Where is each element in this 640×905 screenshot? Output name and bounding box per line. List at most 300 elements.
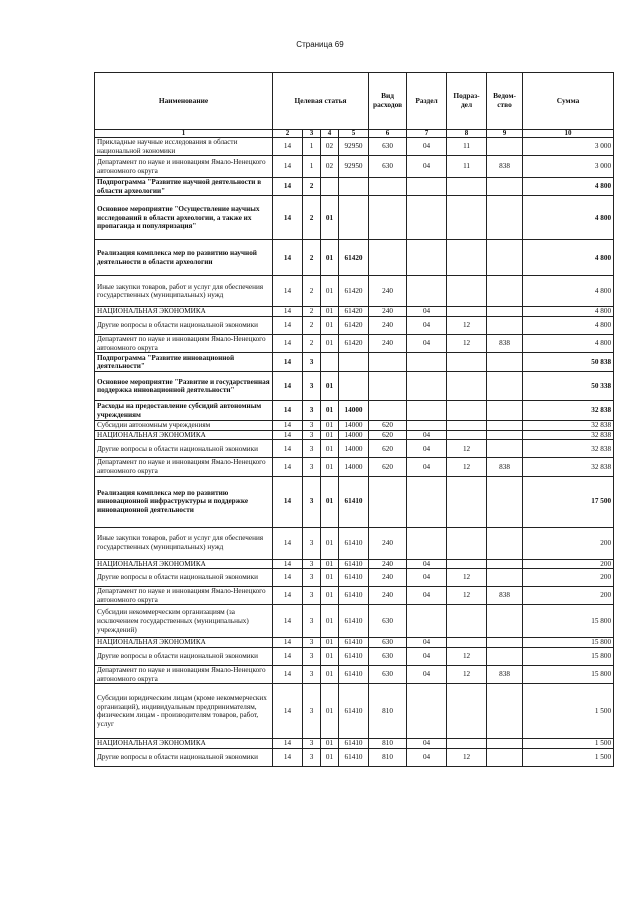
row-code-c7: 04 [407,638,447,648]
row-code-c2: 14 [273,401,303,421]
row-code-c8 [447,421,487,431]
row-code-c5: 61420 [339,334,369,352]
row-code-c6 [369,240,407,276]
row-code-c9: 838 [487,458,523,476]
row-code-c4: 01 [321,638,339,648]
row-code-c9 [487,569,523,587]
row-code-c8: 12 [447,587,487,605]
table-row [95,605,614,638]
row-code-c3: 3 [303,647,321,665]
row-code-c5: 61410 [339,476,369,527]
row-name: Департамент по науке и инновациям Ямало-Ненецкого автономного округа [95,665,273,683]
table-row [95,421,614,431]
row-code-c5: 61410 [339,647,369,665]
row-name: Другие вопросы в области национальной экономики [95,440,273,458]
row-code-c4: 01 [321,605,339,638]
row-code-c3: 3 [303,527,321,559]
row-code-c3: 3 [303,587,321,605]
row-code-c3: 3 [303,739,321,749]
row-code-c3: 2 [303,307,321,317]
row-code-c4: 01 [321,334,339,352]
table-row [95,353,614,372]
row-name: Субсидии юридическим лицам (кроме некоммерческих организаций), индивидуальным предпринимателям, физическим лицам - производителям товаров, работ, услуг [95,684,273,739]
header-row [95,73,614,130]
row-code-c2: 14 [273,307,303,317]
row-code-c2: 14 [273,316,303,334]
row-code-c5: 61420 [339,276,369,307]
row-code-c4: 01 [321,559,339,569]
row-code-c4: 01 [321,372,339,401]
row-code-c9: 838 [487,334,523,352]
col-num: 7 [407,130,447,138]
row-code-c8: 12 [447,647,487,665]
row-code-c4: 01 [321,647,339,665]
header-target: Целевая статья [273,73,369,130]
row-code-c9: 838 [487,587,523,605]
row-sum: 4 800 [523,334,614,352]
row-sum: 50 838 [523,353,614,372]
table-row [95,587,614,605]
row-code-c3: 2 [303,334,321,352]
row-sum: 17 500 [523,476,614,527]
row-code-c3: 3 [303,665,321,683]
row-code-c3: 3 [303,458,321,476]
row-code-c8 [447,527,487,559]
row-code-c2: 14 [273,559,303,569]
row-code-c4: 01 [321,684,339,739]
row-name: Иные закупки товаров, работ и услуг для обеспечения государственных (муниципальных) нужд [95,276,273,307]
col-num: 1 [95,130,273,138]
row-code-c3: 3 [303,372,321,401]
row-code-c9 [487,307,523,317]
row-code-c7: 04 [407,559,447,569]
row-code-c5: 61410 [339,748,369,766]
table-row [95,307,614,317]
row-name: Иные закупки товаров, работ и услуг для обеспечения государственных (муниципальных) нужд [95,527,273,559]
row-sum: 50 338 [523,372,614,401]
row-code-c3: 3 [303,476,321,527]
table-row [95,196,614,240]
row-code-c6: 240 [369,307,407,317]
table-row [95,665,614,683]
row-sum: 15 800 [523,638,614,648]
row-code-c9 [487,138,523,156]
row-name: Основное мероприятие "Осуществление научных исследований в области археологии, а также их пропаганда и популяризация" [95,196,273,240]
row-code-c4: 01 [321,316,339,334]
row-code-c4: 01 [321,430,339,440]
row-code-c8 [447,638,487,648]
row-code-c4: 01 [321,307,339,317]
row-code-c3: 3 [303,421,321,431]
row-code-c6: 620 [369,440,407,458]
row-code-c3: 3 [303,638,321,648]
row-code-c3: 2 [303,316,321,334]
row-sum: 1 500 [523,684,614,739]
row-code-c8 [447,401,487,421]
row-code-c2: 14 [273,605,303,638]
row-sum: 32 838 [523,458,614,476]
row-code-c3: 2 [303,178,321,196]
row-code-c9 [487,739,523,749]
row-name: Реализация комплекса мер по развитию инновационной инфраструктуры и поддержке инновационной деятельности [95,476,273,527]
row-name: Основное мероприятие "Развитие и государственная поддержка инновационной деятельности" [95,372,273,401]
table-row [95,276,614,307]
row-code-c2: 14 [273,240,303,276]
row-sum: 15 800 [523,665,614,683]
row-code-c5: 61420 [339,316,369,334]
row-code-c2: 14 [273,569,303,587]
row-code-c8 [447,353,487,372]
row-code-c9 [487,316,523,334]
table-row [95,458,614,476]
col-num: 2 [273,130,303,138]
row-code-c2: 14 [273,430,303,440]
row-code-c8 [447,430,487,440]
row-sum: 1 500 [523,748,614,766]
table-row [95,739,614,749]
row-sum: 15 800 [523,647,614,665]
row-sum: 4 800 [523,196,614,240]
row-code-c9 [487,276,523,307]
row-code-c6: 630 [369,647,407,665]
row-name: Прикладные научные исследования в области национальной экономики [95,138,273,156]
row-code-c5 [339,372,369,401]
row-code-c2: 14 [273,156,303,178]
row-code-c5: 61410 [339,559,369,569]
row-code-c9 [487,476,523,527]
row-code-c2: 14 [273,527,303,559]
row-code-c5: 61410 [339,638,369,648]
row-code-c8 [447,739,487,749]
row-code-c8 [447,196,487,240]
row-code-c2: 14 [273,748,303,766]
row-code-c6: 240 [369,527,407,559]
row-code-c9 [487,353,523,372]
row-code-c4: 01 [321,421,339,431]
row-code-c9 [487,440,523,458]
row-code-c8 [447,605,487,638]
row-code-c4: 01 [321,569,339,587]
table-row [95,638,614,648]
row-name: Реализация комплекса мер по развитию научной деятельности в области археологии [95,240,273,276]
row-code-c2: 14 [273,665,303,683]
row-code-c7 [407,421,447,431]
row-code-c8: 12 [447,334,487,352]
row-code-c4: 01 [321,739,339,749]
row-code-c4: 01 [321,440,339,458]
row-code-c9 [487,430,523,440]
row-name: Другие вопросы в области национальной экономики [95,316,273,334]
row-code-c8 [447,240,487,276]
row-code-c5 [339,178,369,196]
row-code-c2: 14 [273,476,303,527]
row-code-c9 [487,421,523,431]
row-code-c5: 61410 [339,684,369,739]
row-code-c9 [487,240,523,276]
table-row [95,569,614,587]
row-code-c2: 14 [273,421,303,431]
header-sum: Сумма [523,73,614,130]
row-code-c7: 04 [407,307,447,317]
row-sum: 32 838 [523,421,614,431]
row-sum: 200 [523,587,614,605]
row-code-c9 [487,748,523,766]
row-name: Подпрограмма "Развитие научной деятельности в области археологии" [95,178,273,196]
row-code-c5: 61410 [339,739,369,749]
row-code-c2: 14 [273,684,303,739]
row-code-c2: 14 [273,372,303,401]
row-code-c8: 12 [447,665,487,683]
row-code-c7 [407,353,447,372]
row-code-c8: 12 [447,569,487,587]
table-row [95,178,614,196]
row-code-c6: 240 [369,559,407,569]
row-code-c8 [447,559,487,569]
row-code-c4: 01 [321,401,339,421]
row-code-c8: 12 [447,458,487,476]
row-code-c8 [447,276,487,307]
row-code-c5 [339,196,369,240]
row-code-c7 [407,476,447,527]
row-name: Департамент по науке и инновациям Ямало-Ненецкого автономного округа [95,587,273,605]
row-sum: 4 800 [523,316,614,334]
row-code-c4: 01 [321,196,339,240]
row-code-c9 [487,559,523,569]
row-code-c2: 14 [273,647,303,665]
col-num: 10 [523,130,614,138]
row-code-c5: 14000 [339,458,369,476]
row-code-c6 [369,353,407,372]
table-row [95,476,614,527]
row-code-c4: 01 [321,748,339,766]
row-code-c4: 01 [321,458,339,476]
row-sum: 32 838 [523,430,614,440]
row-code-c8 [447,372,487,401]
column-number-row [95,130,614,138]
row-code-c6: 810 [369,748,407,766]
row-name: Подпрограмма "Развитие инновационной деятельности" [95,353,273,372]
row-code-c7 [407,527,447,559]
budget-table [94,72,614,767]
row-code-c2: 14 [273,638,303,648]
row-code-c7 [407,196,447,240]
col-num: 5 [339,130,369,138]
header-dept: Ведом-ство [487,73,523,130]
row-code-c7: 04 [407,316,447,334]
row-code-c2: 14 [273,458,303,476]
row-code-c9: 838 [487,156,523,178]
row-code-c4: 02 [321,138,339,156]
row-name: Расходы на предоставление субсидий автономным учреждениям [95,401,273,421]
row-sum: 200 [523,569,614,587]
row-sum: 200 [523,527,614,559]
row-code-c5 [339,353,369,372]
row-code-c6: 630 [369,665,407,683]
row-code-c5: 14000 [339,440,369,458]
table-row [95,372,614,401]
row-code-c7: 04 [407,739,447,749]
row-code-c7 [407,684,447,739]
row-code-c7: 04 [407,334,447,352]
row-code-c8: 12 [447,316,487,334]
row-code-c5: 61410 [339,587,369,605]
row-code-c9 [487,196,523,240]
row-code-c3: 3 [303,430,321,440]
row-code-c9: 838 [487,665,523,683]
row-sum: 4 800 [523,276,614,307]
row-code-c8: 11 [447,156,487,178]
row-code-c7 [407,372,447,401]
row-code-c5: 92950 [339,138,369,156]
row-code-c6: 240 [369,334,407,352]
row-sum: 3 000 [523,156,614,178]
table-row [95,156,614,178]
table-row [95,334,614,352]
row-name: Субсидии некоммерческим организациям (за исключением государственных (муниципальных) учреждений) [95,605,273,638]
row-code-c3: 3 [303,748,321,766]
row-code-c7: 04 [407,665,447,683]
row-code-c2: 14 [273,334,303,352]
row-code-c3: 1 [303,138,321,156]
row-code-c5: 14000 [339,401,369,421]
header-name: Наименование [95,73,273,130]
row-sum: 200 [523,559,614,569]
row-code-c8: 12 [447,748,487,766]
row-code-c5: 61410 [339,569,369,587]
table-row [95,559,614,569]
row-code-c3: 2 [303,240,321,276]
row-code-c6 [369,401,407,421]
row-code-c6: 620 [369,430,407,440]
table-row [95,316,614,334]
row-sum: 32 838 [523,401,614,421]
table-row [95,527,614,559]
row-code-c6 [369,372,407,401]
row-code-c6 [369,178,407,196]
row-code-c7: 04 [407,458,447,476]
row-code-c6: 810 [369,739,407,749]
row-code-c6: 620 [369,421,407,431]
row-code-c8: 12 [447,440,487,458]
row-code-c7 [407,178,447,196]
row-code-c4: 01 [321,665,339,683]
row-code-c7: 04 [407,748,447,766]
row-name: НАЦИОНАЛЬНАЯ ЭКОНОМИКА [95,307,273,317]
row-code-c4: 01 [321,276,339,307]
table-row [95,430,614,440]
col-num: 6 [369,130,407,138]
table-row [95,748,614,766]
row-code-c6: 630 [369,138,407,156]
page-number: Страница 69 [296,40,344,49]
row-code-c6 [369,476,407,527]
row-code-c9 [487,178,523,196]
row-name: Департамент по науке и инновациям Ямало-Ненецкого автономного округа [95,156,273,178]
row-code-c9 [487,605,523,638]
row-name: Другие вопросы в области национальной экономики [95,748,273,766]
row-code-c2: 14 [273,196,303,240]
row-code-c9 [487,372,523,401]
col-num: 4 [321,130,339,138]
row-code-c5: 61410 [339,527,369,559]
row-code-c2: 14 [273,587,303,605]
row-code-c5: 61410 [339,605,369,638]
row-sum: 32 838 [523,440,614,458]
header-subsection: Подраз-дел [447,73,487,130]
row-code-c7: 04 [407,440,447,458]
row-code-c4: 01 [321,527,339,559]
row-code-c2: 14 [273,353,303,372]
row-name: НАЦИОНАЛЬНАЯ ЭКОНОМИКА [95,430,273,440]
row-code-c7 [407,605,447,638]
row-code-c7 [407,240,447,276]
row-code-c7: 04 [407,587,447,605]
table-row [95,684,614,739]
row-name: Департамент по науке и инновациям Ямало-Ненецкого автономного округа [95,334,273,352]
row-code-c4 [321,353,339,372]
col-num: 9 [487,130,523,138]
row-code-c6 [369,196,407,240]
row-code-c5: 61420 [339,307,369,317]
row-code-c5: 61420 [339,240,369,276]
row-code-c2: 14 [273,739,303,749]
row-sum: 4 800 [523,240,614,276]
table-row [95,240,614,276]
row-code-c3: 3 [303,569,321,587]
row-code-c4 [321,178,339,196]
row-code-c2: 14 [273,276,303,307]
row-code-c6: 630 [369,156,407,178]
row-code-c7 [407,401,447,421]
table-row [95,440,614,458]
row-code-c6: 240 [369,569,407,587]
row-code-c5: 14000 [339,421,369,431]
header-exp-type: Вид расходов [369,73,407,130]
row-sum: 1 500 [523,739,614,749]
row-code-c3: 3 [303,559,321,569]
col-num: 3 [303,130,321,138]
row-code-c3: 3 [303,353,321,372]
row-code-c8: 11 [447,138,487,156]
row-name: Другие вопросы в области национальной экономики [95,569,273,587]
row-code-c3: 3 [303,401,321,421]
row-code-c6: 620 [369,458,407,476]
row-code-c8 [447,178,487,196]
row-code-c6: 630 [369,605,407,638]
row-code-c9 [487,647,523,665]
table-row [95,647,614,665]
row-code-c3: 2 [303,196,321,240]
row-name: НАЦИОНАЛЬНАЯ ЭКОНОМИКА [95,739,273,749]
header-section: Раздел [407,73,447,130]
row-name: НАЦИОНАЛЬНАЯ ЭКОНОМИКА [95,638,273,648]
row-code-c5: 61410 [339,665,369,683]
row-code-c4: 02 [321,156,339,178]
row-code-c2: 14 [273,178,303,196]
row-code-c8 [447,684,487,739]
row-code-c5: 92950 [339,156,369,178]
row-code-c4: 01 [321,240,339,276]
row-sum: 3 000 [523,138,614,156]
row-code-c7: 04 [407,138,447,156]
row-code-c5: 14000 [339,430,369,440]
row-code-c7: 04 [407,156,447,178]
row-code-c8 [447,307,487,317]
row-name: НАЦИОНАЛЬНАЯ ЭКОНОМИКА [95,559,273,569]
row-code-c7 [407,276,447,307]
row-code-c8 [447,476,487,527]
col-num: 8 [447,130,487,138]
